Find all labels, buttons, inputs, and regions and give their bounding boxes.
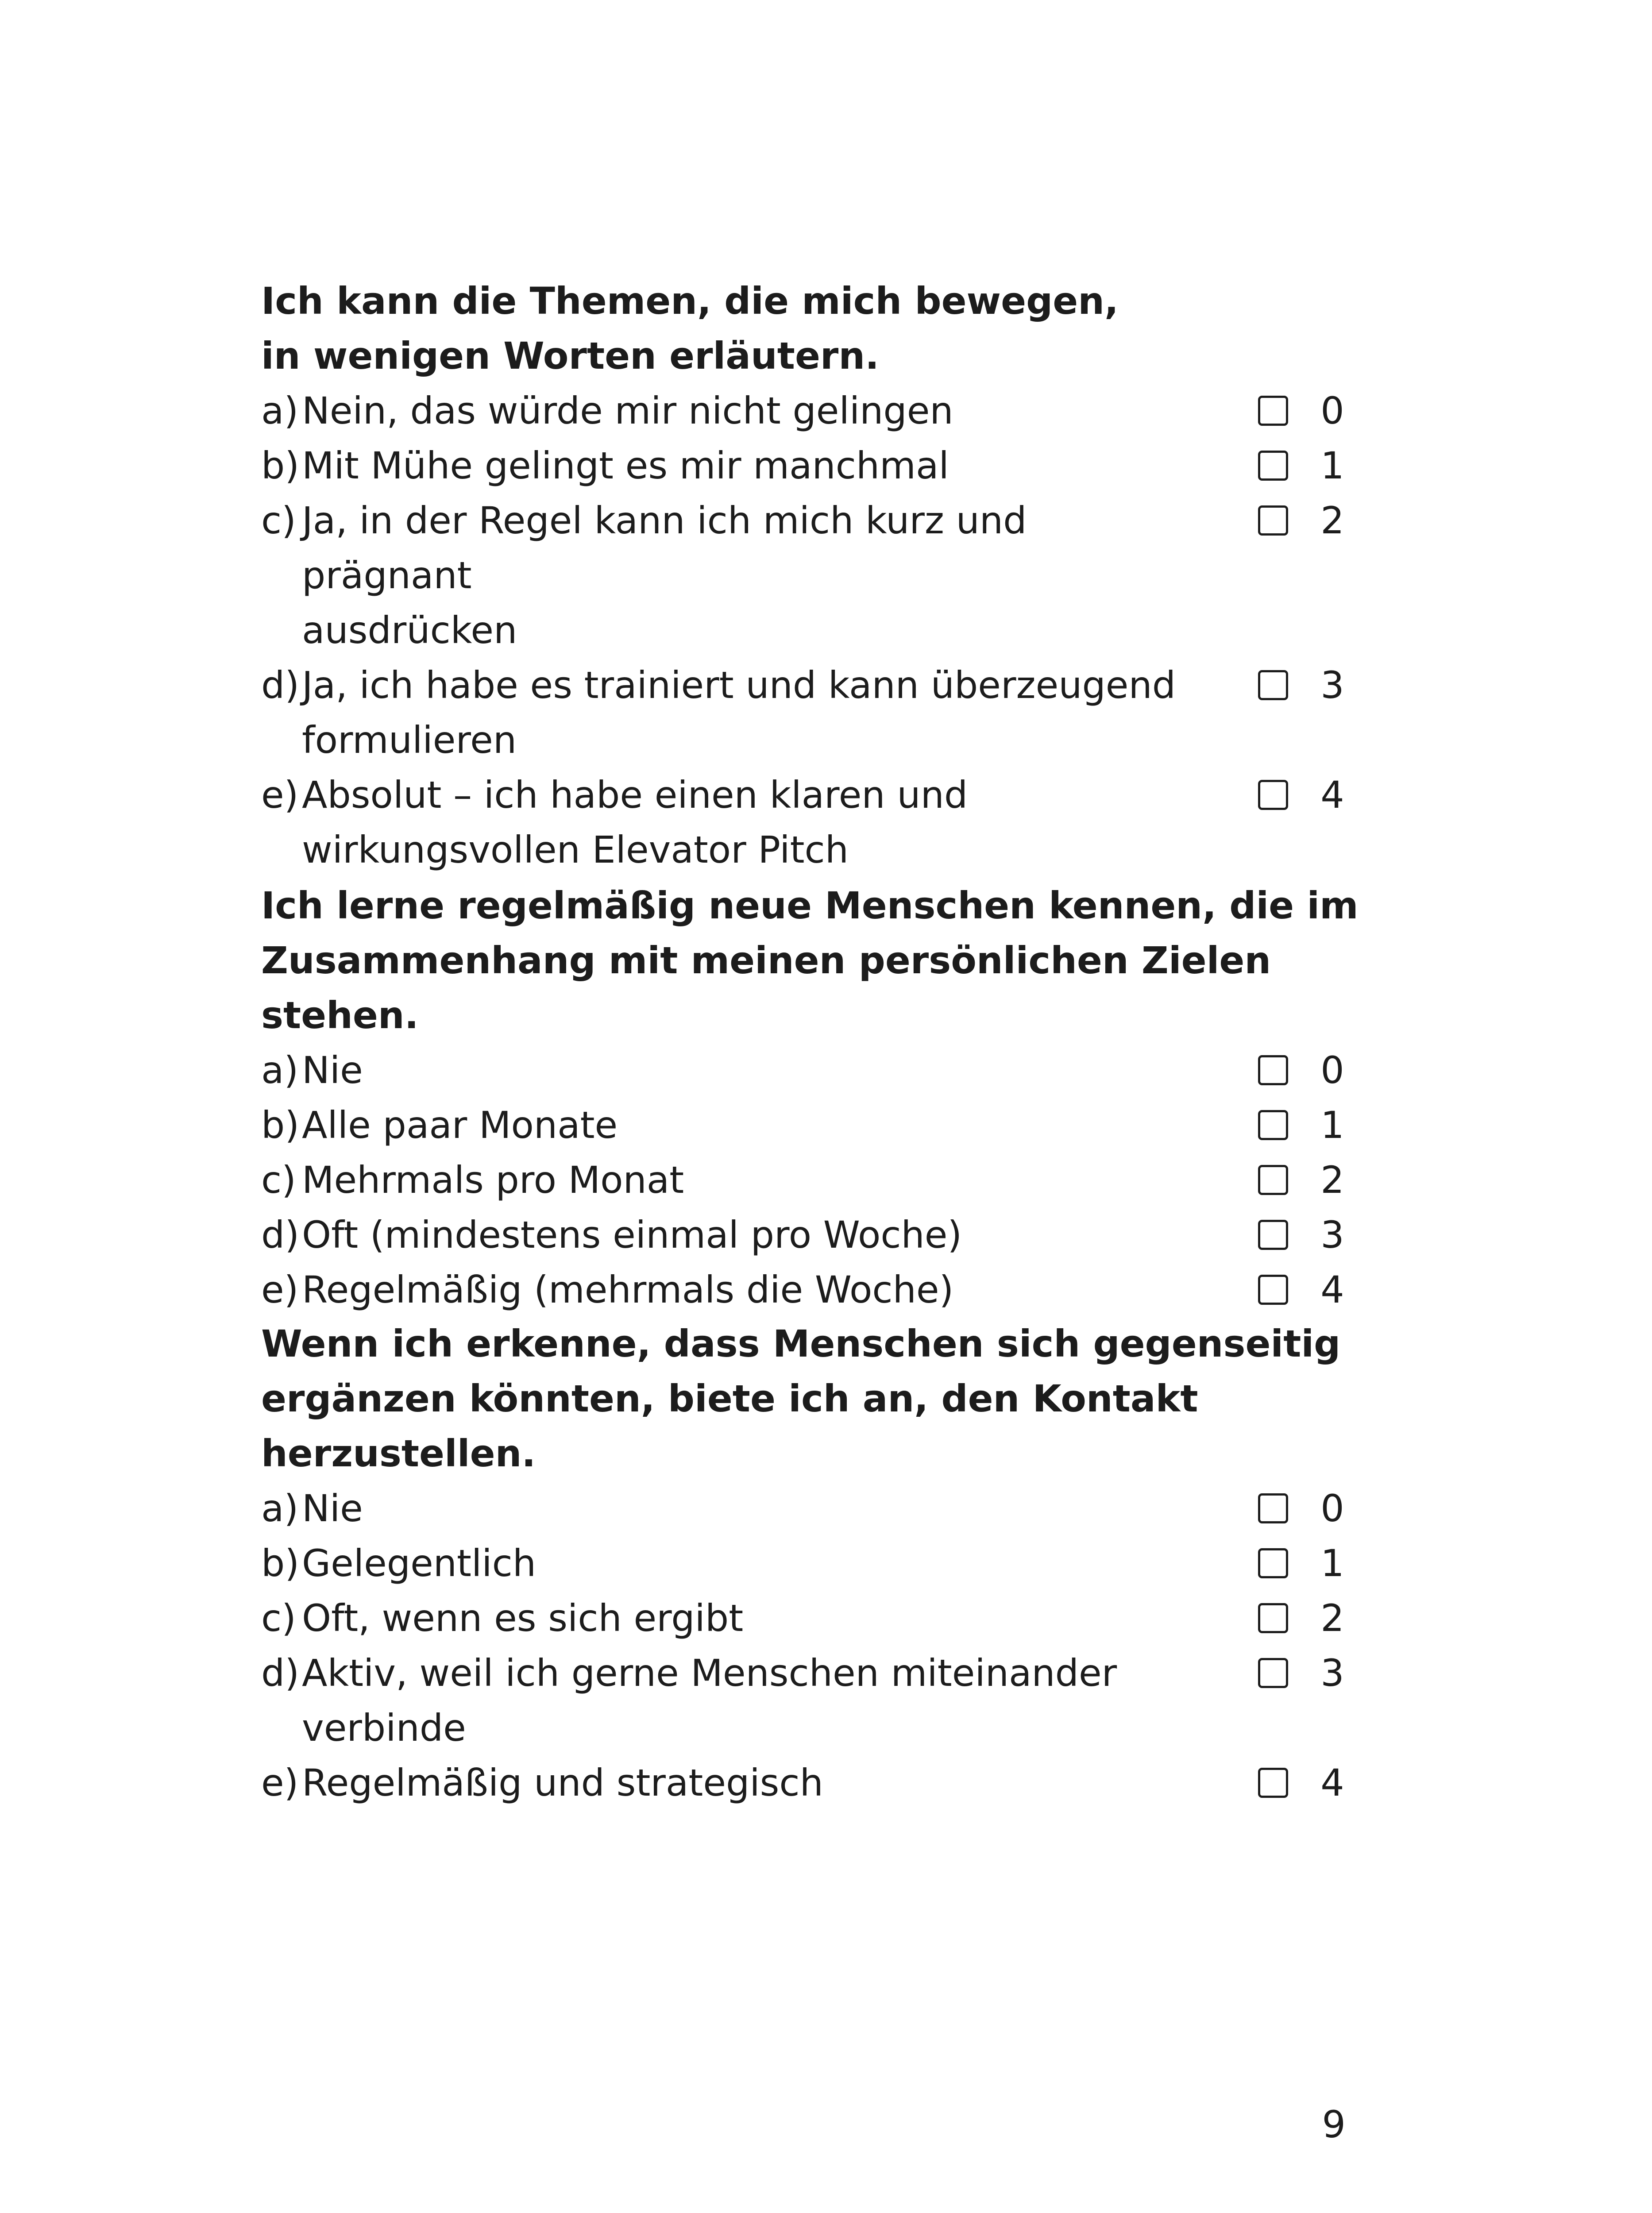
answer-checkbox[interactable] (1258, 1055, 1288, 1085)
option-text (302, 1755, 1187, 1810)
answer-option (261, 1481, 1359, 1536)
option-score: 3 (1320, 663, 1344, 707)
answer-option (261, 1153, 1359, 1207)
option-text-line: Oft (mindestens einmal pro Woche) (302, 1213, 962, 1257)
option-text (302, 1043, 1187, 1098)
answer-checkbox[interactable] (1258, 1220, 1288, 1250)
option-letter: b) (261, 1103, 300, 1147)
answer-checkbox[interactable] (1258, 396, 1288, 426)
answer-options (261, 383, 1359, 877)
option-text-line: verbinde (302, 1706, 466, 1750)
answer-option (261, 1646, 1359, 1755)
question-title-line: Wenn ich erkenne, dass Menschen sich gegenseitig (261, 1322, 1341, 1365)
question-title-line: Zusammenhang mit meinen persönlichen Zielen stehen. (261, 939, 1271, 1037)
option-text (302, 383, 1187, 438)
option-score: 0 (1320, 1487, 1344, 1530)
answer-option (261, 493, 1359, 658)
answer-checkbox[interactable] (1258, 1768, 1288, 1798)
answer-option (261, 1098, 1359, 1153)
option-text-line: Ja, ich habe es trainiert und kann überzeugend (302, 663, 1176, 707)
answer-option (261, 438, 1359, 493)
question-3 (261, 1316, 1359, 1810)
question-title-line: in wenigen Worten erläutern. (261, 334, 880, 378)
option-score: 1 (1320, 1542, 1344, 1585)
option-text (302, 1646, 1187, 1755)
option-text (302, 658, 1187, 767)
option-text (302, 1481, 1187, 1536)
option-letter: b) (261, 1542, 300, 1585)
option-text-line: Nein, das würde mir nicht gelingen (302, 389, 953, 432)
option-score: 2 (1320, 499, 1344, 542)
option-letter: e) (261, 1268, 299, 1311)
option-text (302, 438, 1187, 493)
question-2 (261, 878, 1359, 1317)
answer-checkbox[interactable] (1258, 1603, 1288, 1633)
question-title-line: ergänzen könnten, biete ich an, den Kontakt herzustellen. (261, 1377, 1198, 1475)
option-letter: e) (261, 773, 299, 817)
answer-option (261, 383, 1359, 438)
answer-checkbox[interactable] (1258, 670, 1288, 700)
option-text (302, 767, 1187, 877)
option-text-line: Alle paar Monate (302, 1103, 618, 1147)
answer-option (261, 1207, 1359, 1262)
answer-checkbox[interactable] (1258, 1110, 1288, 1140)
option-text (302, 1262, 1187, 1317)
option-text-line: Mit Mühe gelingt es mir manchmal (302, 444, 949, 487)
option-text-line: Nie (302, 1487, 363, 1530)
option-text-line: wirkungsvollen Elevator Pitch (302, 828, 849, 871)
option-text (302, 1536, 1187, 1591)
question-title (261, 1316, 1359, 1481)
answer-checkbox[interactable] (1258, 451, 1288, 481)
question-title-line: Ich kann die Themen, die mich bewegen, (261, 279, 1119, 323)
option-score: 0 (1320, 1049, 1344, 1092)
option-score: 4 (1320, 1761, 1344, 1804)
option-score: 1 (1320, 1103, 1344, 1147)
answer-options (261, 1481, 1359, 1810)
option-score: 1 (1320, 444, 1344, 487)
option-score: 2 (1320, 1158, 1344, 1202)
option-text-line: Oft, wenn es sich ergibt (302, 1596, 744, 1640)
option-text-line: Ja, in der Regel kann ich mich kurz und prägnant (302, 499, 1027, 597)
option-letter: d) (261, 663, 300, 707)
answer-checkbox[interactable] (1258, 780, 1288, 810)
option-text (302, 1153, 1187, 1207)
option-score: 4 (1320, 773, 1344, 817)
answer-option (261, 1755, 1359, 1810)
option-score: 4 (1320, 1268, 1344, 1311)
option-letter: a) (261, 389, 299, 432)
option-score: 2 (1320, 1596, 1344, 1640)
question-title-line: Ich lerne regelmäßig neue Menschen kennen, die im (261, 884, 1359, 927)
page-number: 9 (1322, 2103, 1346, 2146)
answer-option (261, 1536, 1359, 1591)
option-score: 3 (1320, 1651, 1344, 1695)
option-text-line: ausdrücken (302, 609, 517, 652)
option-text (302, 1098, 1187, 1153)
answer-option (261, 1043, 1359, 1098)
option-text-line: Regelmäßig (mehrmals die Woche) (302, 1268, 954, 1311)
answer-checkbox[interactable] (1258, 1658, 1288, 1688)
option-letter: d) (261, 1213, 300, 1257)
option-text-line: Aktiv, weil ich gerne Menschen miteinander (302, 1651, 1117, 1695)
option-letter: b) (261, 444, 300, 487)
question-title (261, 274, 1359, 383)
answer-checkbox[interactable] (1258, 1165, 1288, 1195)
option-letter: a) (261, 1049, 299, 1092)
answer-option (261, 767, 1359, 877)
option-text (302, 1207, 1187, 1262)
answer-options (261, 1043, 1359, 1317)
question-1 (261, 274, 1359, 877)
option-text (302, 493, 1187, 658)
option-letter: a) (261, 1487, 299, 1530)
option-text-line: formulieren (302, 718, 517, 762)
answer-checkbox[interactable] (1258, 1493, 1288, 1523)
option-letter: e) (261, 1761, 299, 1804)
option-score: 3 (1320, 1213, 1344, 1257)
answer-option (261, 1591, 1359, 1646)
answer-checkbox[interactable] (1258, 505, 1288, 536)
option-letter: c) (261, 499, 296, 542)
option-letter: d) (261, 1651, 300, 1695)
option-text-line: Nie (302, 1049, 363, 1092)
option-letter: c) (261, 1158, 296, 1202)
answer-option (261, 1262, 1359, 1317)
question-title (261, 878, 1359, 1043)
option-letter: c) (261, 1596, 296, 1640)
answer-option (261, 658, 1359, 767)
option-text-line: Regelmäßig und strategisch (302, 1761, 823, 1804)
answer-checkbox[interactable] (1258, 1548, 1288, 1578)
option-score: 0 (1320, 389, 1344, 432)
option-text-line: Mehrmals pro Monat (302, 1158, 684, 1202)
option-text-line: Gelegentlich (302, 1542, 537, 1585)
option-text (302, 1591, 1187, 1646)
answer-checkbox[interactable] (1258, 1275, 1288, 1305)
option-text-line: Absolut – ich habe einen klaren und (302, 773, 968, 817)
